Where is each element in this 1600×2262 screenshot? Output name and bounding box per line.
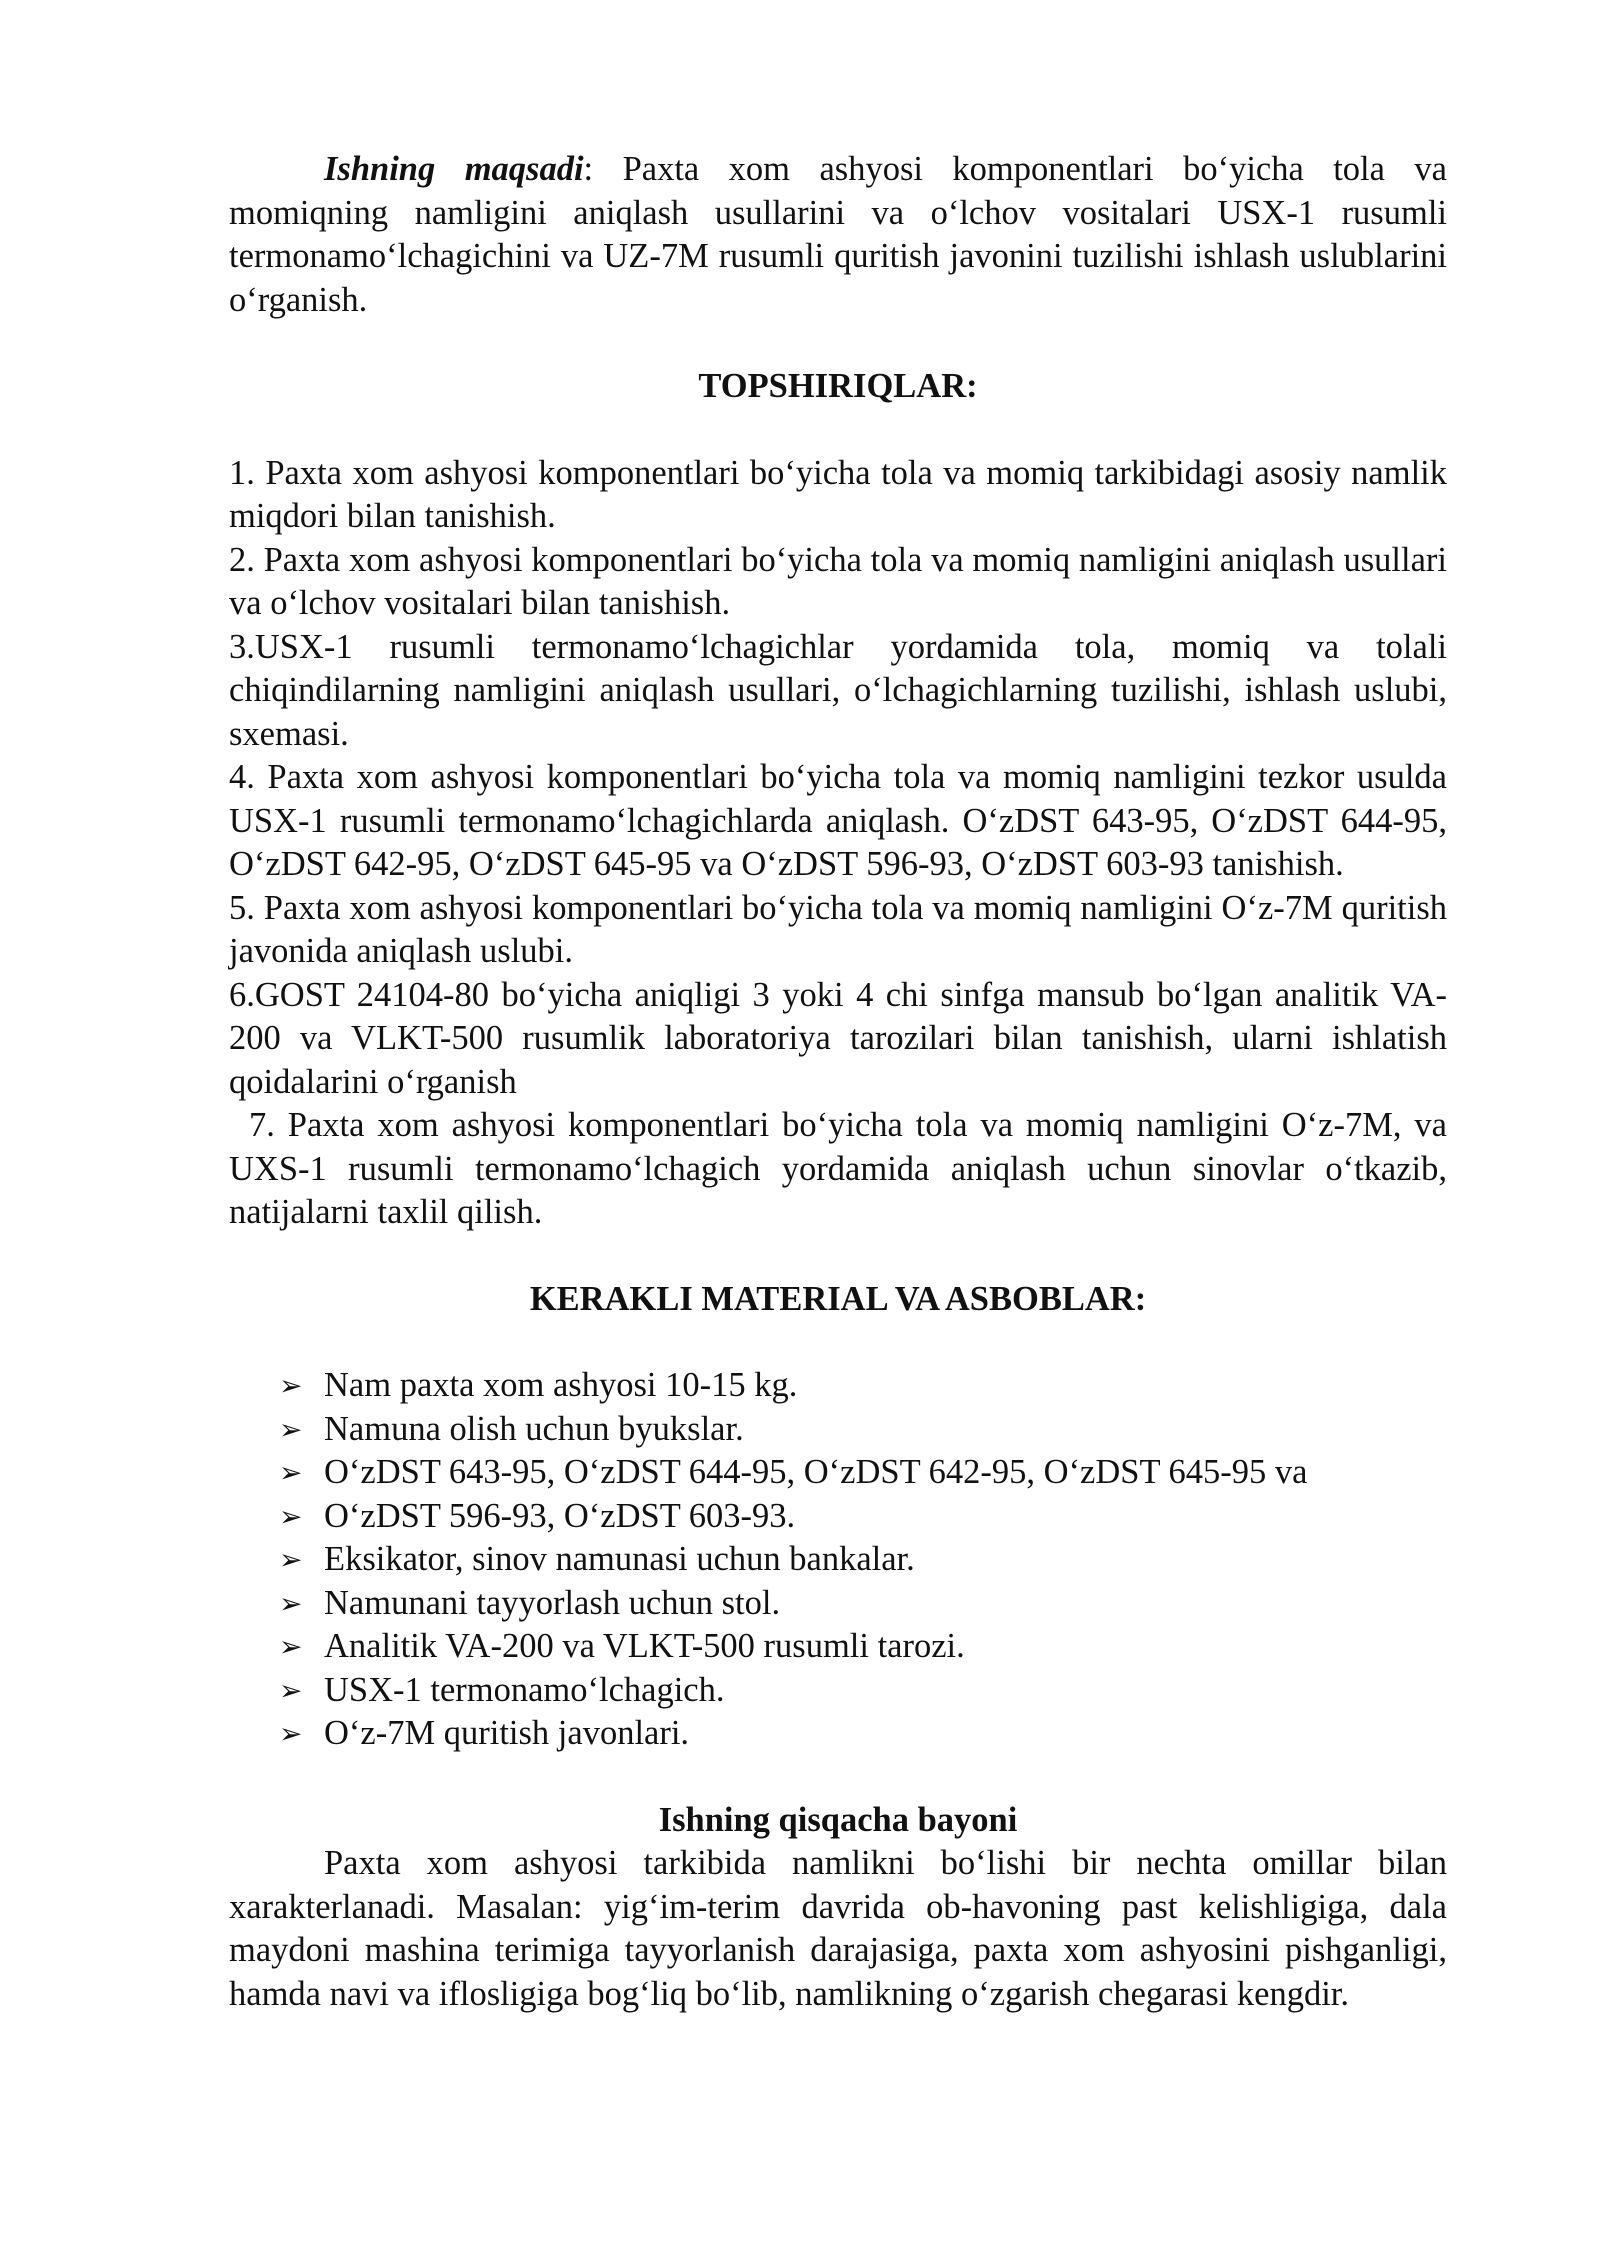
- tasks-heading: TOPSHIRIQLAR:: [698, 367, 978, 405]
- tasks-list: [229, 452, 1447, 1235]
- material-text: Nam paxta xom ashyosi 10-15 kg.: [324, 1366, 798, 1404]
- material-item: [229, 1451, 1447, 1495]
- materials-heading: KERAKLI MATERIAL VA ASBOBLAR:: [529, 1279, 1147, 1318]
- task-item: 1. Paxta xom ashyosi komponentlari boʻyicha tola va momiq tarkibidagi asosiy namlik miqdori bilan tanishish.: [229, 453, 1447, 535]
- task-item: 3.USX-1 rusumli termonamoʻlchagichlar yordamida tola, momiq va tolali chiqindilarning namligini aniqlash usullari, oʻlchagichlarning tuzilishi, ishlash uslubi, sxemasi.: [229, 627, 1447, 753]
- material-item: [229, 1625, 1447, 1669]
- material-text: OʻzDST 596-93, OʻzDST 603-93.: [324, 1496, 796, 1535]
- material-text: Eksikator, sinov namunasi uchun bankalar.: [324, 1540, 915, 1578]
- purpose-label: Ishning maqsadi: [324, 150, 584, 188]
- arrowhead-bullet-icon: ➢: [279, 1543, 303, 1576]
- material-text: Namuna olish uchun byukslar.: [324, 1409, 744, 1448]
- task-item: 5. Paxta xom ashyosi komponentlari boʻyicha tola va momiq namligini Oʻz-7M quritish javonida aniqlash uslubi.: [229, 888, 1447, 970]
- material-item: [229, 1712, 1447, 1756]
- purpose-text: : Paxta xom ashyosi komponentlari boʻyicha tola va momiqning namligini aniqlash usullarini va oʻlchov vositalari USX-1 rusumli termonamoʻlchagichini va UZ-7M rusumli quritish javonini tuzilishi ishlash uslublarini oʻrganish.: [229, 150, 1447, 319]
- material-item: [229, 1364, 1447, 1408]
- task-item: 2. Paxta xom ashyosi komponentlari boʻyicha tola va momiq namligini aniqlash usullari va oʻlchov vositalari bilan tanishish.: [229, 540, 1447, 622]
- arrowhead-bullet-icon: ➢: [279, 1499, 303, 1533]
- material-text: Analitik VA-200 va VLKT-500 rusumli tarozi.: [324, 1627, 965, 1665]
- material-item: [229, 1669, 1447, 1713]
- material-item: [229, 1582, 1447, 1626]
- arrowhead-bullet-icon: ➢: [279, 1586, 303, 1620]
- arrowhead-bullet-icon: ➢: [279, 1412, 303, 1446]
- arrowhead-bullet-icon: ➢: [279, 1369, 303, 1402]
- arrowhead-bullet-icon: ➢: [279, 1630, 303, 1663]
- materials-list: [229, 1364, 1447, 1756]
- material-text: Namunani tayyorlash uchun stol.: [324, 1583, 781, 1622]
- material-text: OʻzDST 643-95, OʻzDST 644-95, OʻzDST 642-95, OʻzDST 645-95 va: [324, 1453, 1308, 1491]
- arrowhead-bullet-icon: ➢: [279, 1717, 303, 1750]
- purpose-paragraph: [229, 148, 1447, 322]
- task-item: 4. Paxta xom ashyosi komponentlari boʻyicha tola va momiq namligini tezkor usulda USX-1 rusumli termonamoʻlchagichlarda aniqlash. OʻzDST 643-95, OʻzDST 644-95, OʻzDST 642-95, OʻzDST 645-95 va OʻzDST 596-93, OʻzDST 603-93 tanishish.: [229, 758, 1447, 883]
- material-item: [229, 1408, 1447, 1452]
- summary-heading: Ishning qisqacha bayoni: [658, 1800, 1018, 1839]
- arrowhead-bullet-icon: ➢: [279, 1456, 303, 1489]
- material-item: [229, 1538, 1447, 1582]
- document-page: [229, 148, 1447, 2016]
- material-text: Oʻz-7M quritish javonlari.: [324, 1714, 690, 1752]
- summary-paragraph: Paxta xom ashyosi tarkibida namlikni boʻlishi bir nechta omillar bilan xarakterlanadi. Masalan: yigʻim-terim davrida ob-havoning past kelishligiga, dala maydoni mashina terimiga tayyorlanish darajasiga, paxta xom ashyosini pishganligi, hamda navi va iflosligiga bogʻliq boʻlib, namlikning oʻzgarish chegarasi kengdir.: [229, 1844, 1447, 2013]
- material-item: [229, 1495, 1447, 1539]
- task-item: 6.GOST 24104-80 boʻyicha aniqligi 3 yoki 4 chi sinfga mansub boʻlgan analitik VA-200 va VLKT-500 rusumlik laboratoriya tarozilari bilan tanishish, ularni ishlatish qoidalarini oʻrganish: [229, 975, 1447, 1101]
- task-item: 7. Paxta xom ashyosi komponentlari boʻyicha tola va momiq namligini Oʻz-7M, va UXS-1 rusumli termonamoʻlchagich yordamida aniqlash uchun sinovlar oʻtkazib, natijalarni taxlil qilish.: [229, 1106, 1447, 1231]
- material-text: USX-1 termonamoʻlchagich.: [324, 1670, 725, 1709]
- arrowhead-bullet-icon: ➢: [279, 1673, 303, 1707]
